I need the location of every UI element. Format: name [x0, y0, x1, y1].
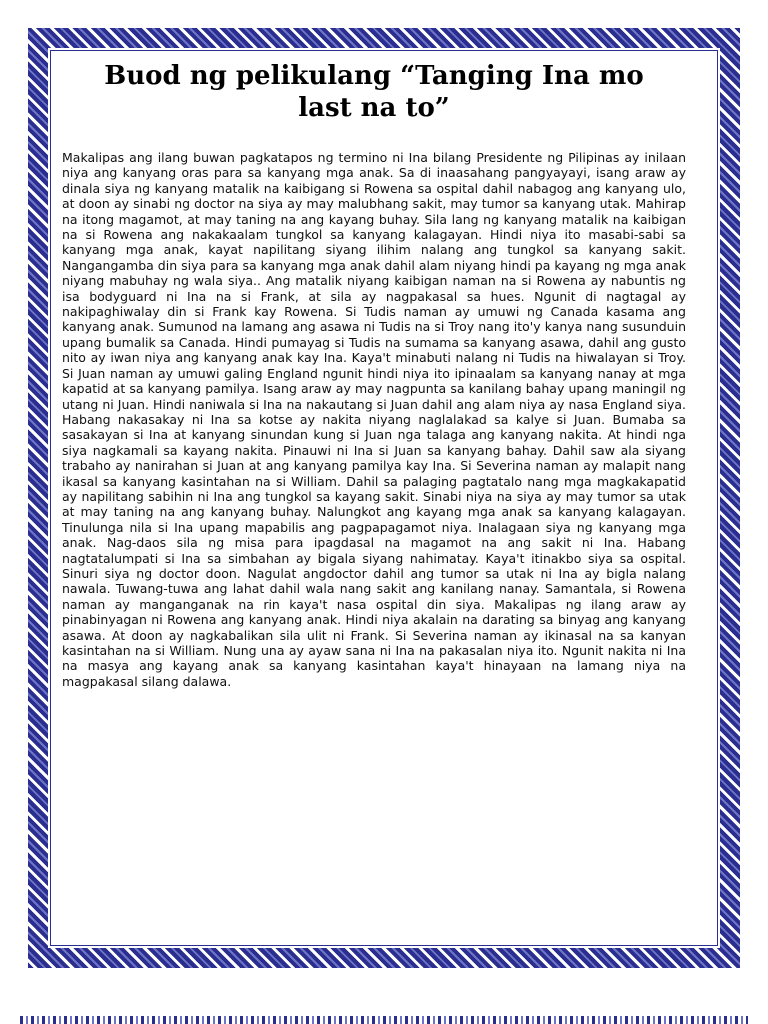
- document-title: [62, 60, 686, 124]
- title-line-2: last na to”: [298, 93, 450, 123]
- title-line-1: Buod ng pelikulang “Tanging Ina mo: [104, 61, 644, 91]
- bottom-decorative-strip: [20, 1016, 748, 1024]
- document-content: [62, 60, 686, 689]
- summary-paragraph: Makalipas ang ilang buwan pagkatapos ng termino ni Ina bilang Presidente ng Pilipinas ay inilaan niya ang kanyang oras para sa kanyang mga anak. Sa di inaasahang pangyayayi, isang araw ay dinala siya ng kanyang matalik na kaibigang si Rowena sa ospital dahil nabagog ang kanyang ulo, at doon ay sinabi ng doctor na siya ay may malubhang sakit, may tumor sa kanyang utak. Mahirap na itong magamot, at may taning na ang kayang buhay. Sila lang ng kanyang matalik na kaibigan na si Rowena ang nakakaalam tungkol sa kanyang kalagayan. Hindi niya ito masabi-sabi sa kanyang mga anak, kayat napilitang siyang ilihim nalang ang tungkol sa kanyang sakit. Nangangamba din siya para sa kanyang mga anak dahil alam niyang hindi pa kayang ng mga anak niyang mabuhay ng wala siya.. Ang matalik niyang kaibigan naman na si Rowena ay nabuntis ng isa bodyguard ni Ina na si Frank, at sila ay nagpakasal sa hues. Ngunit di nagtagal ay nakipaghiwalay din si Frank kay Rowena. Si Tudis naman ay umuwi ng Canada kasama ang kanyang anak. Sumunod na lamang ang asawa ni Tudis na si Troy nang ito'y kanya nang susunduin upang bumalik sa Canada. Hindi pumayag si Tudis na sumama sa kanyang asawa, dahil ang gusto nito ay iwan niya ang kanyang anak kay Ina. Kaya't minabuti nalang ni Tudis na hiwalayan si Troy. Si Juan naman ay umuwi galing England ngunit hindi niya ito ipinaalam sa kanyang nanay at mga kapatid at sa kanyang pamilya. Isang araw ay may nagpunta sa kanilang bahay upang maningil ng utang ni Juan. Hindi naniwala si Ina na nakautang si Juan dahil ang alam niya ay nasa England siya. Habang nakasakay ni Ina sa kotse ay nakita niyang naglalakad sa kalye si Juan. Bumaba sa sasakayan si Ina at kanyang sinundan kung si Juan nga talaga ang kanyang nakita. At hindi nga siya nagkamali sa kayang nakita. Pinauwi ni Ina si Juan sa kanyang bahay. Dahil saw ala siyang trabaho ay nanirahan si Juan at ang kanyang pamilya kay Ina. Si Severina naman ay malapit nang ikasal sa kanyang kasintahan na si William. Dahil sa palaging pagtatalo nang mga magkakapatid ay napilitang sabihin ni Ina ang tungkol sa kayang sakit. Sinabi niya na siya ay may tumor sa utak at may taning na ang kanyang buhay. Nalungkot ang kayang mga anak sa kanyang kalagayan. Tinulunga nila si Ina upang mapabilis ang pagpapagamot niya. Inalagaan siya ng kanyang mga anak. Nag-daos sila ng misa para ipagdasal na magamot na ang sakit ni Ina. Habang nagtatalumpati si Ina sa simbahan ay bigala siyang nahimatay. Kaya't itinakbo siya sa ospital. Sinuri siya ng doctor doon. Nagulat angdoctor dahil ang tumor sa utak ni Ina ay bigla nalang nawala. Tuwang-tuwa ang lahat dahil wala nang sakit ang kanilang nanay. Samantala, si Rowena naman ay manganganak na rin kaya't nasa ospital din siya. Makalipas ng ilang araw ay pinabinyagan ni Rowena ang kanyang anak. Hindi niya akalain na darating sa binyag ang kanyang asawa. At doon ay nagkabalikan sila ulit ni Frank. Si Severina naman ay ikinasal na sa kanyan kasintahan na si William. Nung una ay ayaw sana ni Ina na pakasalan niya ito. Ngunit nakita ni Ina na masya ang kayang anak sa kanyang kasintahan kaya't hinayaan na lamang niya na magpakasal silang dalawa.: [62, 150, 686, 689]
